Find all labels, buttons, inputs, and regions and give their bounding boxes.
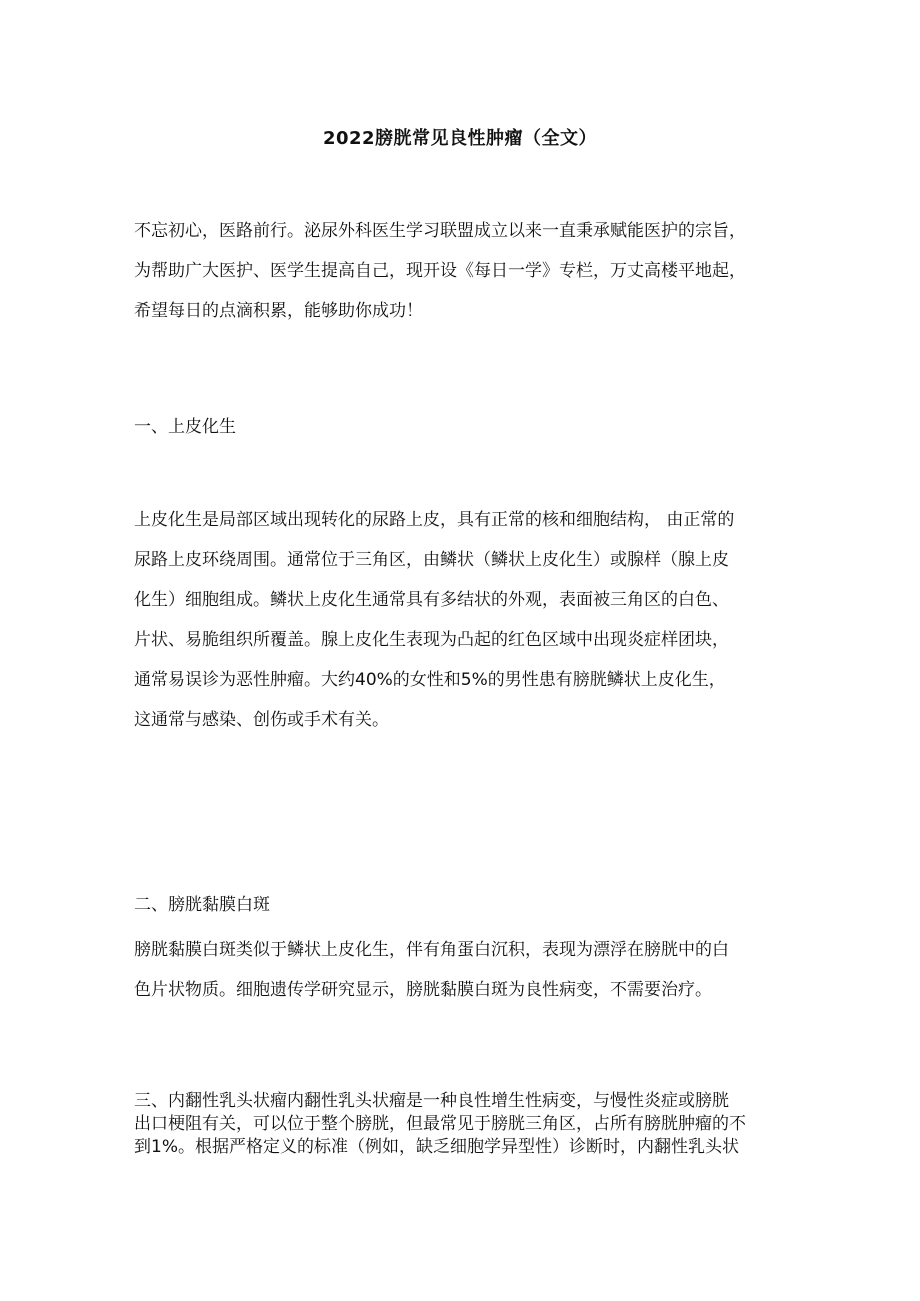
intro-paragraph	[134, 211, 794, 331]
section3-line: 出口梗阻有关，可以位于整个膀胱，但最常见于膀胱三角区，占所有膀胱肿瘤的不	[134, 1114, 746, 1134]
section2-heading: 二、膀胱黏膜白斑	[134, 895, 270, 915]
intro-line: 希望每日的点滴积累，能够助你成功！	[134, 301, 423, 321]
section1-line: 上皮化生是局部区域出现转化的尿路上皮，具有正常的核和细胞结构， 由正常的	[134, 510, 735, 530]
document-title: 2022膀胱常见良性肿瘤（全文）	[322, 128, 598, 149]
section1-line: 化生）细胞组成。鳞状上皮化生通常具有多结状的外观，表面被三角区的白色、	[134, 590, 729, 610]
section2-line: 色片状物质。细胞遗传学研究显示，膀胱黏膜白斑为良性病变，不需要治疗。	[134, 980, 712, 1000]
section1-heading: 一、上皮化生	[134, 417, 236, 437]
section3-line: 三、内翻性乳头状瘤内翻性乳头状瘤是一种良性增生性病变，与慢性炎症或膀胱	[134, 1091, 729, 1111]
section1-line: 通常易误诊为恶性肿瘤。大约40%的女性和5%的男性患有膀胱鳞状上皮化生，	[134, 670, 726, 690]
intro-line: 为帮助广大医护、医学生提高自己，现开设《每日一学》专栏，万丈高楼平地起，	[134, 261, 746, 281]
section1-line: 这通常与感染、创伤或手术有关。	[134, 710, 389, 730]
section2-paragraph	[134, 930, 794, 1010]
section1-line: 片状、易脆组织所覆盖。腺上皮化生表现为凸起的红色区域中出现炎症样团块，	[134, 630, 729, 650]
intro-line: 不忘初心，医路前行。泌尿外科医生学习联盟成立以来一直秉承赋能医护的宗旨，	[134, 221, 746, 241]
section1-line: 尿路上皮环绕周围。通常位于三角区，由鳞状（鳞状上皮化生）或腺样（腺上皮	[134, 550, 729, 570]
section2-line: 膀胱黏膜白斑类似于鳞状上皮化生，伴有角蛋白沉积，表现为漂浮在膀胱中的白	[134, 940, 729, 960]
section3-paragraph	[134, 1090, 794, 1159]
section1-paragraph	[134, 500, 794, 740]
section3-line: 到1%。根据严格定义的标准（例如，缺乏细胞学异型性）诊断时，内翻性乳头状	[134, 1137, 739, 1157]
